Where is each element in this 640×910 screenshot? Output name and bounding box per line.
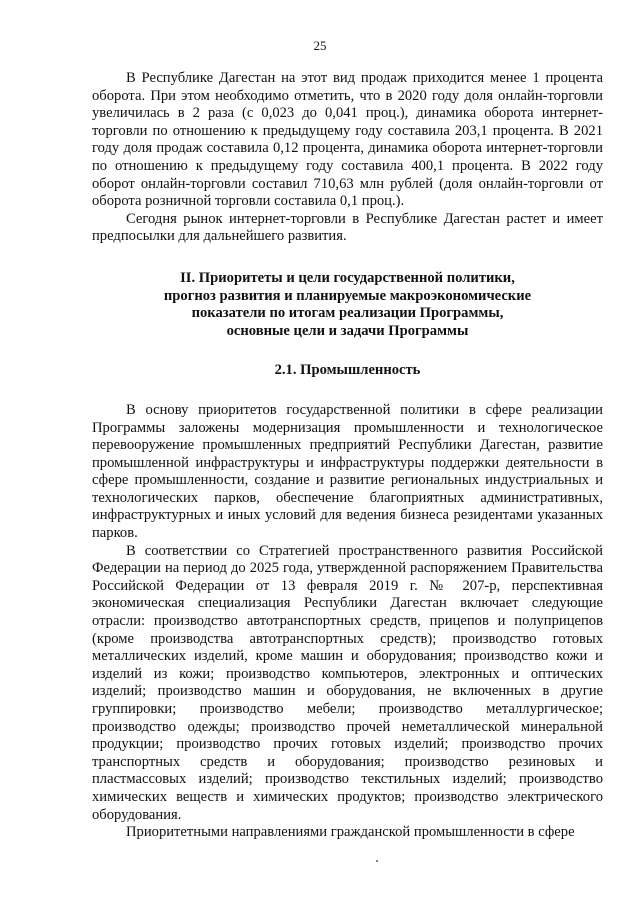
page-number: 25 xyxy=(313,38,327,53)
scan-speck xyxy=(376,860,378,862)
section-heading-line: прогноз развития и планируемые макроэкономические xyxy=(163,287,532,304)
paragraph-online-trade-outlook: Сегодня рынок интернет-торговли в Республике Дагестан растет и имеет предпосылки для дальнейшего развития. xyxy=(92,210,603,245)
paragraph-spatial-strategy: В соответствии со Стратегией пространственного развития Российской Федерации на период до 2025 года, утвержденной распоряжением Правительства Российской Федерации от 13 февраля 2019 г. № 207-р, перспективная экономическая специализация Республики Дагестан включает следующие отрасли: производство автотранспортных средств, прицепов и полуприцепов (кроме производства автотранспортных средств); производство готовых металлических изделий, кроме машин и оборудования; производство кожи и изделий из кожи; производство компьютеров, электронных и оптических изделий; производство машин и оборудования, не включенных в другие группировки; производство мебели; производство металлургическое; производство одежды; производство прочей неметаллической минеральной продукции; производство прочих готовых изделий; производство прочих транспортных средств и оборудования; производство резиновых и пластмассовых изделий; производство текстильных изделий; производство химических веществ и химических продуктов; производство электрического оборудования. xyxy=(92,542,603,823)
subsection-heading: 2.1. Промышленность xyxy=(274,362,421,379)
section-heading-line: II. Приоритеты и цели государственной политики, xyxy=(180,269,515,286)
document-body xyxy=(92,70,603,842)
paragraph-online-trade-share: В Республике Дагестан на этот вид продаж приходится менее 1 процента оборота. При этом необходимо отметить, что в 2020 году доля онлайн-торговли увеличилась в 2 раза (с 0,023 до 0,041 проц.), динамика оборота интернет-торговли по отношению к предыдущему году составила 203,1 процента. В 2021 году доля продаж составила 0,12 процента, динамика оборота интернет-торговли по отношению к предыдущему году составила 400,1 процента. В 2022 году оборот онлайн-торговли составил 710,63 млн рублей (доля онлайн-торговли от оборота розничной торговли составила 0,1 проц.). xyxy=(92,70,603,210)
paragraph-policy-priorities: В основу приоритетов государственной политики в сфере реализации Программы заложены модернизация промышленности и технологическое перевооружение промышленных предприятий Республики Дагестан, развитие промышленной инфраструктуры и инфраструктуры поддержки деятельности в сфере промышленности, создание и развитие региональных индустриальных и технологических парков, обеспечение благоприятных административных, инфраструктурных и иных условий для ведения бизнеса резидентами указанных парков. xyxy=(92,401,603,542)
section-heading-line: основные цели и задачи Программы xyxy=(226,322,469,339)
paragraph-priority-directions: Приоритетными направлениями гражданской промышленности в сфере xyxy=(126,824,575,841)
section-heading-line: показатели по итогам реализации Программы, xyxy=(191,305,504,322)
section-heading xyxy=(92,270,603,340)
